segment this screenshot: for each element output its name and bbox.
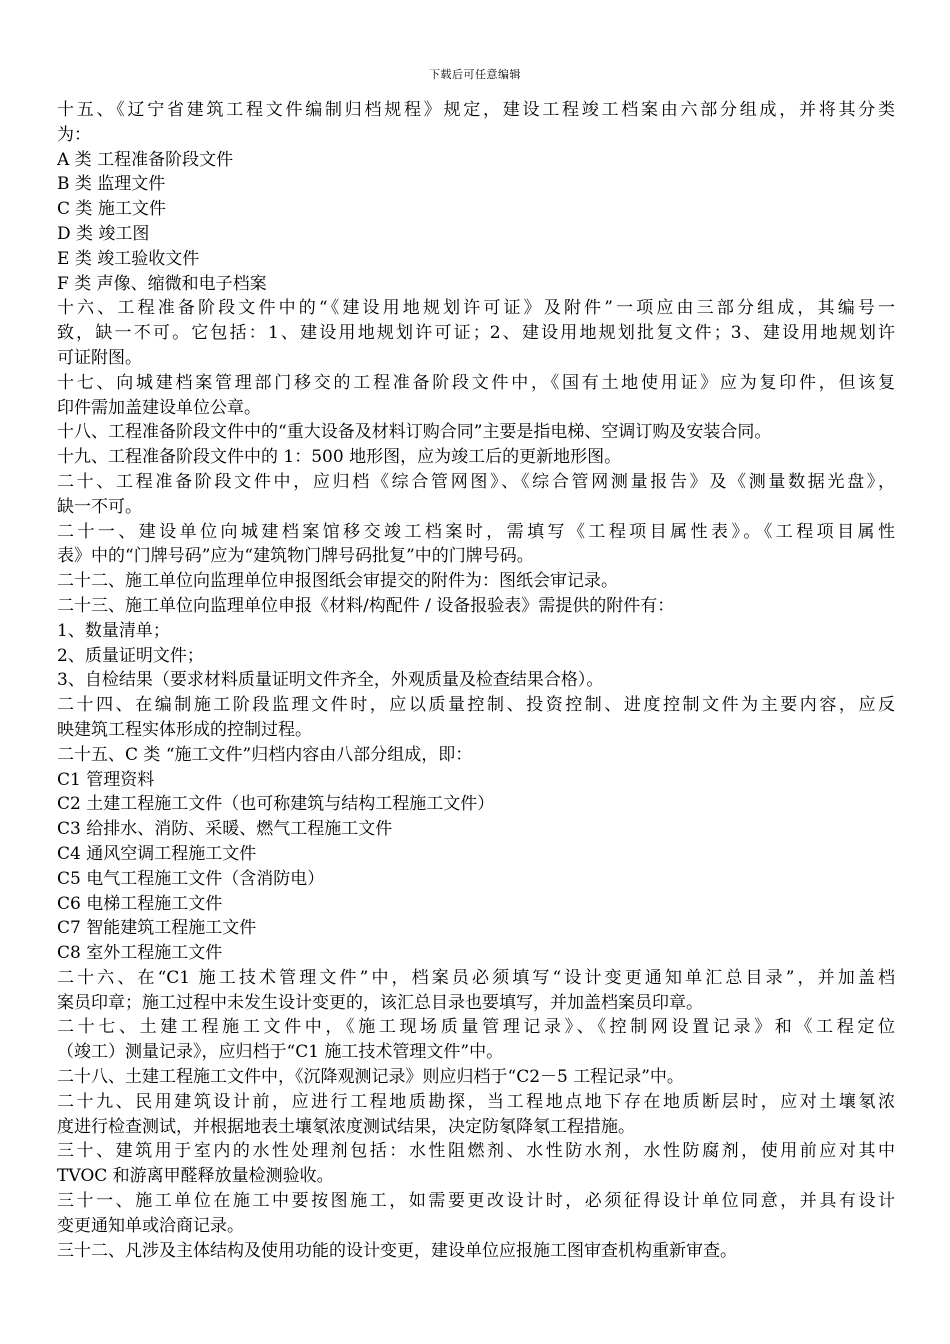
document-line: C 类 施工文件 <box>57 199 166 220</box>
document-line: 二十一、建设单位向城建档案馆移交竣工档案时，需填写《工程项目属性表》。《工程项目属性 <box>57 521 895 542</box>
document-line: 三十、建筑用于室内的水性处理剂包括：水性阻燃剂、水性防水剂，水性防腐剂，使用前应对其中 <box>57 1141 895 1162</box>
document-line: 2、质量证明文件； <box>57 645 204 666</box>
document-line: 缺一不可。 <box>57 496 142 517</box>
document-line: 二十八、土建工程施工文件中，《沉降观测记录》则应归档于“C2－5 工程记录”中。 <box>57 1067 684 1088</box>
document-line: C4 通风空调工程施工文件 <box>57 843 257 864</box>
document-line: 十六、工程准备阶段文件中的“《建设用地规划许可证》及附件”一项应由三部分组成，其编号一 <box>57 298 895 319</box>
document-line: 三十一、施工单位在施工中要按图施工，如需要更改设计时，必须征得设计单位同意，并具有设计 <box>57 1191 895 1212</box>
document-line: 变更通知单或洽商记录。 <box>57 1215 244 1236</box>
document-line: D 类 竣工图 <box>57 223 150 244</box>
document-line: 十五、《辽宁省建筑工程文件编制归档规程》规定，建设工程竣工档案由六部分组成，并将其分类 <box>57 100 895 120</box>
document-line: 度进行检查测试，并根据地表土壤氡浓度测试结果，决定防氡降氡工程措施。 <box>57 1116 635 1137</box>
document-line: 3、自检结果（要求材料质量证明文件齐全，外观质量及检查结果合格）。 <box>57 670 604 691</box>
document-line: B 类 监理文件 <box>57 174 166 195</box>
document-line: TVOC 和游离甲醛释放量检测验收。 <box>57 1166 334 1187</box>
document-line: 致，缺一不可。它包括：1、建设用地规划许可证；2、建设用地规划批复文件；3、建设用地规划许 <box>57 323 895 344</box>
document-line: 为： <box>57 124 91 145</box>
document-line: 印件需加盖建设单位公章。 <box>57 397 261 418</box>
document-line: 二十五、C 类 “施工文件”归档内容由八部分组成，即： <box>57 744 473 765</box>
document-line: 二十三、施工单位向监理单位申报《材料/构配件 / 设备报验表》需提供的附件有： <box>57 595 675 616</box>
document-body <box>57 98 895 1263</box>
document-line: 十八、工程准备阶段文件中的“重大设备及材料订购合同”主要是指电梯、空调订购及安装合同。 <box>57 422 772 443</box>
document-line: C6 电梯工程施工文件 <box>57 893 223 914</box>
document-line: F 类 声像、缩微和电子档案 <box>57 273 267 294</box>
document-line: 二十七、土建工程施工文件中，《施工现场质量管理记录》、《控制网设置记录》和《工程定位 <box>57 1017 895 1038</box>
document-line: 二十、工程准备阶段文件中，应归档《综合管网图》、《综合管网测量报告》及《测量数据光盘》， <box>57 471 895 492</box>
document-line: C8 室外工程施工文件 <box>57 943 223 964</box>
document-line: E 类 竣工验收文件 <box>57 248 200 269</box>
document-line: 表》中的“门牌号码”应为“建筑物门牌号码批复”中的门牌号码。 <box>57 546 534 567</box>
document-line: C1 管理资料 <box>57 769 155 790</box>
document-line: C7 智能建筑工程施工文件 <box>57 918 257 939</box>
document-line: 二十四、在编制施工阶段监理文件时，应以质量控制、投资控制、进度控制文件为主要内容，应反 <box>57 695 895 716</box>
page-header-note: 下载后可任意编辑 <box>429 68 521 81</box>
document-line: A 类 工程准备阶段文件 <box>57 149 234 170</box>
document-line: 案员印章；施工过程中未发生设计变更的，该汇总目录也要填写，并加盖档案员印章。 <box>57 992 703 1013</box>
document-line: （竣工）测量记录》，应归档于“C1 施工技术管理文件”中。 <box>57 1042 504 1063</box>
document-line: 二十二、施工单位向监理单位申报图纸会审提交的附件为：图纸会审记录。 <box>57 571 618 592</box>
document-line: 二十九、民用建筑设计前，应进行工程地质勘探，当工程地点地下存在地质断层时，应对土壤氡浓 <box>57 1091 895 1112</box>
document-line: C2 土建工程施工文件（也可称建筑与结构工程施工文件） <box>57 794 495 815</box>
document-line: 二十六、在“C1 施工技术管理文件”中，档案员必须填写“设计变更通知单汇总目录”，并加盖档 <box>57 967 895 988</box>
document-line: 映建筑工程实体形成的控制过程。 <box>57 719 312 740</box>
document-line: C3 给排水、消防、采暖、燃气工程施工文件 <box>57 819 393 840</box>
document-line: 十九、工程准备阶段文件中的 1：500 地形图，应为竣工后的更新地形图。 <box>57 447 622 468</box>
document-line: 三十二、凡涉及主体结构及使用功能的设计变更，建设单位应报施工图审查机构重新审查。 <box>57 1240 737 1261</box>
document-line: 十七、向城建档案管理部门移交的工程准备阶段文件中，《国有土地使用证》应为复印件，但该复 <box>57 372 895 393</box>
document-line: 可证附图。 <box>57 347 142 368</box>
document-line: 1、数量清单； <box>57 620 170 641</box>
document-line: C5 电气工程施工文件（含消防电） <box>57 868 325 889</box>
